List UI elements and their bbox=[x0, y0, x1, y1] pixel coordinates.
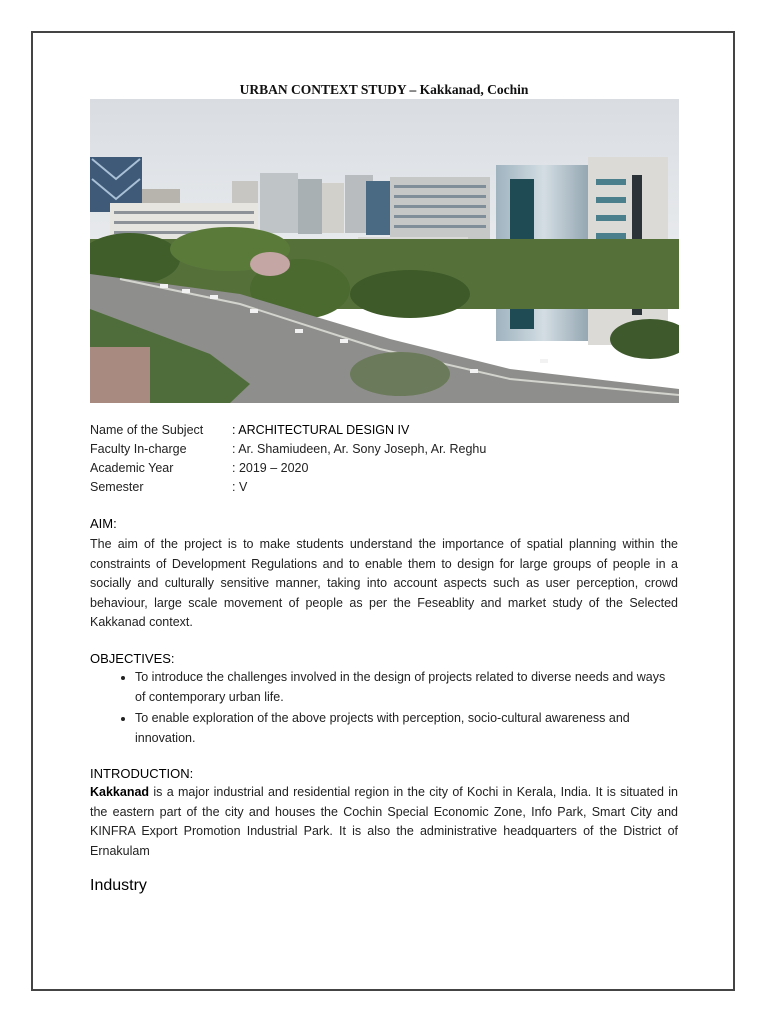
subject-details bbox=[90, 421, 486, 497]
detail-label: Semester bbox=[90, 480, 144, 494]
detail-row-subject bbox=[90, 421, 486, 440]
objective-item: • To introduce the challenges involved in the design of projects related to diverse needs and ways of contemporary urban life. bbox=[135, 668, 678, 707]
detail-value: : ARCHITECTURAL DESIGN IV bbox=[232, 423, 410, 437]
introduction-heading: INTRODUCTION: bbox=[90, 766, 194, 781]
detail-label: Academic Year bbox=[90, 461, 174, 475]
detail-row-semester bbox=[90, 478, 486, 497]
detail-label: Faculty In-charge bbox=[90, 442, 187, 456]
introduction-text: is a major industrial and residential region in the city of Kochi in Kerala, India. It is situated in the eastern part of the city and houses the Cochin Special Economic Zone, Info Park, Smart City and KINFRA Export Promotion Industrial Park. It is also the administrative headquarters of the District of Ernakulam bbox=[90, 785, 678, 858]
aim-paragraph: The aim of the project is to make students understand the importance of spatial planning within the constraints of Development Regulations and to enable them to design for large groups of people in a socially and culturally sensitive manner, taking into account aspects such as user perception, crowd behaviour, large scale movement of people as per the Feseablity and market study of the Selected Kakkanad context. bbox=[90, 537, 678, 629]
introduction-paragraph bbox=[90, 783, 678, 861]
detail-row-faculty bbox=[90, 440, 486, 459]
aim-heading: AIM: bbox=[90, 516, 117, 531]
industry-heading: Industry bbox=[90, 877, 147, 894]
objectives-list bbox=[90, 668, 678, 750]
detail-value: : Ar. Shamiudeen, Ar. Sony Joseph, Ar. Reghu bbox=[232, 442, 487, 456]
detail-row-year bbox=[90, 459, 486, 478]
introduction-lead: Kakkanad bbox=[90, 785, 150, 799]
objectives-heading: OBJECTIVES: bbox=[90, 651, 175, 666]
document-title: URBAN CONTEXT STUDY – Kakkanad, Cochin bbox=[239, 82, 529, 97]
detail-value: : V bbox=[232, 480, 248, 494]
detail-value: : 2019 – 2020 bbox=[232, 461, 309, 475]
kakkanad-cityscape-photo bbox=[90, 99, 679, 403]
detail-label: Name of the Subject bbox=[90, 423, 204, 437]
objective-item: • To enable exploration of the above projects with perception, socio-cultural awareness and innovation. bbox=[135, 709, 678, 748]
